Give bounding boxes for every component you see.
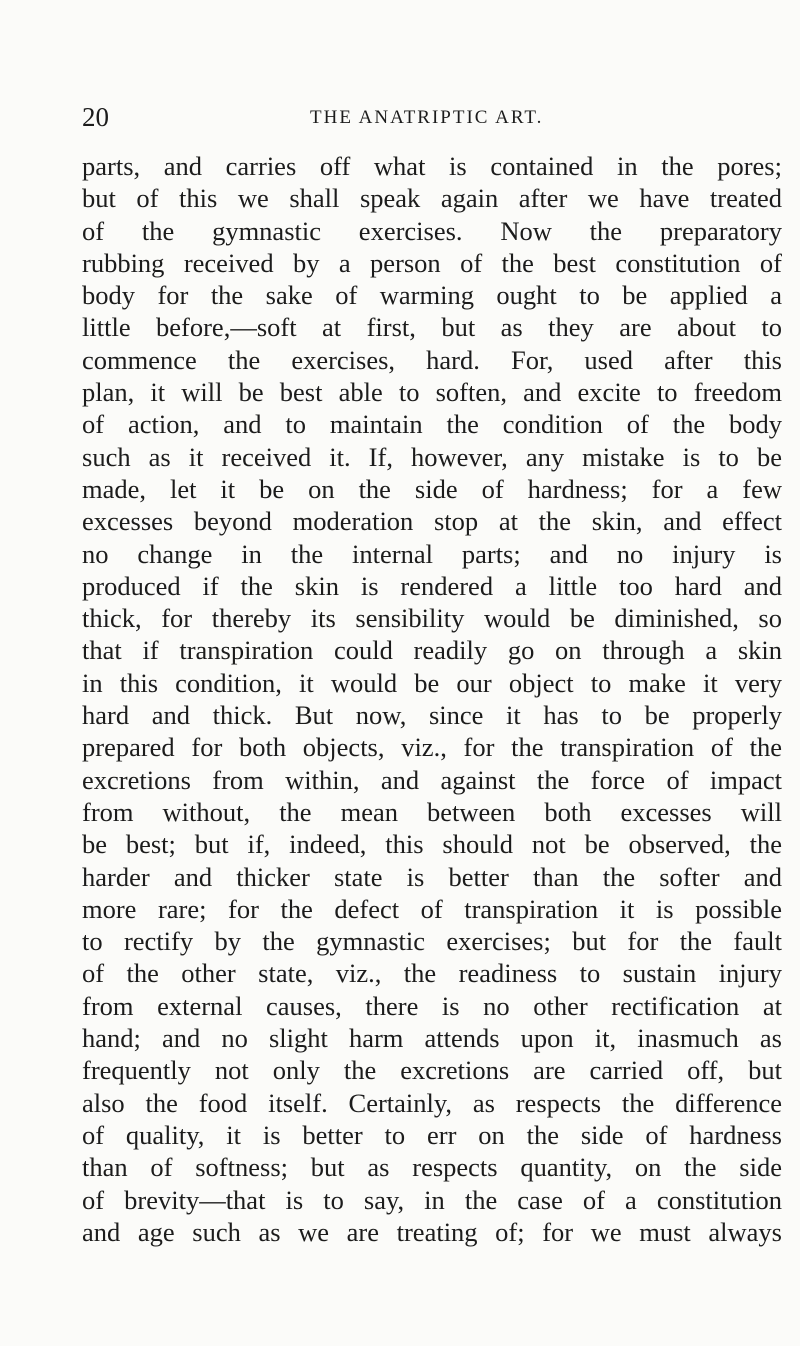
text-line: excretions from within, and against the force of impact — [82, 764, 782, 795]
text-line: of brevity—that is to say, in the case of a constitution — [82, 1184, 782, 1215]
text-line: and age such as we are treating of; for we must always — [82, 1216, 782, 1247]
text-line: little before,—soft at first, but as they are about to — [82, 312, 782, 343]
text-line: of the gymnastic exercises. Now the preparatory — [82, 215, 782, 246]
text-line: parts, and carries off what is contained in the pores; — [82, 151, 782, 181]
text-line: body for the sake of warming ought to be applied a — [82, 280, 782, 311]
text-line: no change in the internal parts; and no injury is — [82, 538, 782, 569]
text-line: produced if the skin is rendered a little too hard and — [82, 570, 782, 601]
text-line: plan, it will be best able to soften, and excite to freedom — [82, 377, 782, 408]
text-line: from external causes, there is no other rectification at — [82, 990, 782, 1021]
text-line: of the other state, viz., the readiness to sustain injury — [82, 958, 782, 989]
text-line: more rare; for the defect of transpiration it is possible — [82, 893, 782, 924]
page-header — [82, 100, 782, 134]
text-line: also the food itself. Certainly, as respects the difference — [82, 1087, 782, 1118]
text-line: frequently not only the excretions are carried off, but — [82, 1055, 782, 1086]
text-line: be best; but if, indeed, this should not be observed, the — [82, 829, 782, 860]
text-line: than of softness; but as respects quantity, on the side — [82, 1152, 782, 1183]
text-line: of quality, it is better to err on the side of hardness — [82, 1119, 782, 1150]
running-head: THE ANATRIPTIC ART. — [310, 107, 544, 128]
text-line: hand; and no slight harm attends upon it, inasmuch as — [82, 1023, 782, 1054]
text-line: excesses beyond moderation stop at the skin, and effect — [82, 506, 782, 537]
text-line: but of this we shall speak again after we have treated — [82, 183, 782, 214]
text-line: prepared for both objects, viz., for the transpiration of the — [82, 732, 782, 763]
text-line: such as it received it. If, however, any mistake is to be — [82, 441, 782, 472]
text-line: of action, and to maintain the condition of the body — [82, 409, 782, 440]
text-line: commence the exercises, hard. For, used after this — [82, 344, 782, 375]
text-line: rubbing received by a person of the best constitution of — [82, 247, 782, 278]
text-line: from without, the mean between both excesses will — [82, 796, 782, 827]
text-line: harder and thicker state is better than the softer and — [82, 861, 782, 892]
text-line: in this condition, it would be our object to make it very — [82, 667, 782, 698]
text-line: hard and thick. But now, since it has to be properly — [82, 700, 782, 731]
body-text — [82, 150, 782, 1248]
page-number: 20 — [82, 102, 109, 132]
text-line: to rectify by the gymnastic exercises; but for the fault — [82, 926, 782, 957]
text-line: made, let it be on the side of hardness; for a few — [82, 473, 782, 504]
text-line: thick, for thereby its sensibility would be diminished, so — [82, 603, 782, 634]
text-line: that if transpiration could readily go on through a skin — [82, 635, 782, 666]
